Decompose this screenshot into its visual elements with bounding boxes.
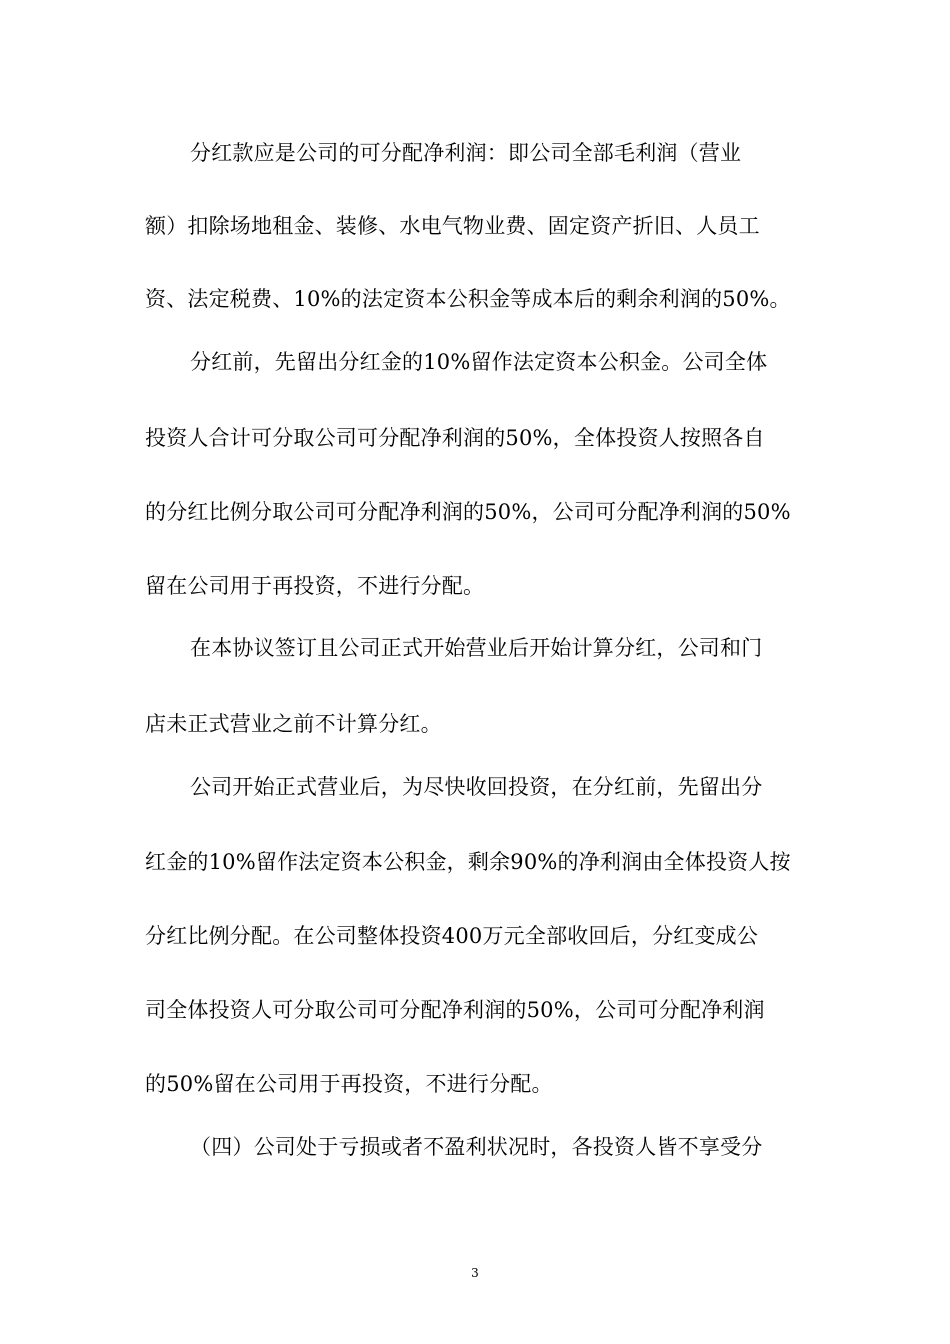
paragraph-line: 在本协议签订且公司正式开始营业后开始计算分红，公司和门 bbox=[190, 636, 763, 660]
paragraph-line: 资、法定税费、10%的法定资本公积金等成本后的剩余利润的50%。 bbox=[145, 287, 791, 311]
page-number: 3 bbox=[471, 1266, 479, 1280]
paragraph-line: 投资人合计可分取公司可分配净利润的50%，全体投资人按照各自 bbox=[145, 426, 765, 450]
paragraph-line: 红金的10%留作法定资本公积金，剩余90%的净利润由全体投资人按 bbox=[145, 850, 791, 874]
paragraph-line: 分红款应是公司的可分配净利润：即公司全部毛利润（营业 bbox=[190, 141, 742, 165]
paragraph-line: （四）公司处于亏损或者不盈利状况时，各投资人皆不享受分 bbox=[190, 1135, 763, 1159]
paragraph-line: 分红比例分配。在公司整体投资400万元全部收回后，分红变成公 bbox=[145, 924, 759, 948]
paragraph-line: 公司开始正式营业后，为尽快收回投资，在分红前，先留出分 bbox=[190, 775, 763, 799]
paragraph-line: 留在公司用于再投资，不进行分配。 bbox=[145, 574, 485, 598]
paragraph-line: 的分红比例分取公司可分配净利润的50%，公司可分配净利润的50% bbox=[145, 500, 791, 524]
paragraph-line: 额）扣除场地租金、装修、水电气物业费、固定资产折旧、人员工 bbox=[145, 214, 760, 238]
paragraph-line: 店未正式营业之前不计算分红。 bbox=[145, 712, 442, 736]
paragraph-line: 司全体投资人可分取公司可分配净利润的50%，公司可分配净利润 bbox=[145, 998, 765, 1022]
paragraph-line: 分红前，先留出分红金的10%留作法定资本公积金。公司全体 bbox=[190, 350, 768, 374]
paragraph-line: 的50%留在公司用于再投资，不进行分配。 bbox=[145, 1072, 553, 1096]
